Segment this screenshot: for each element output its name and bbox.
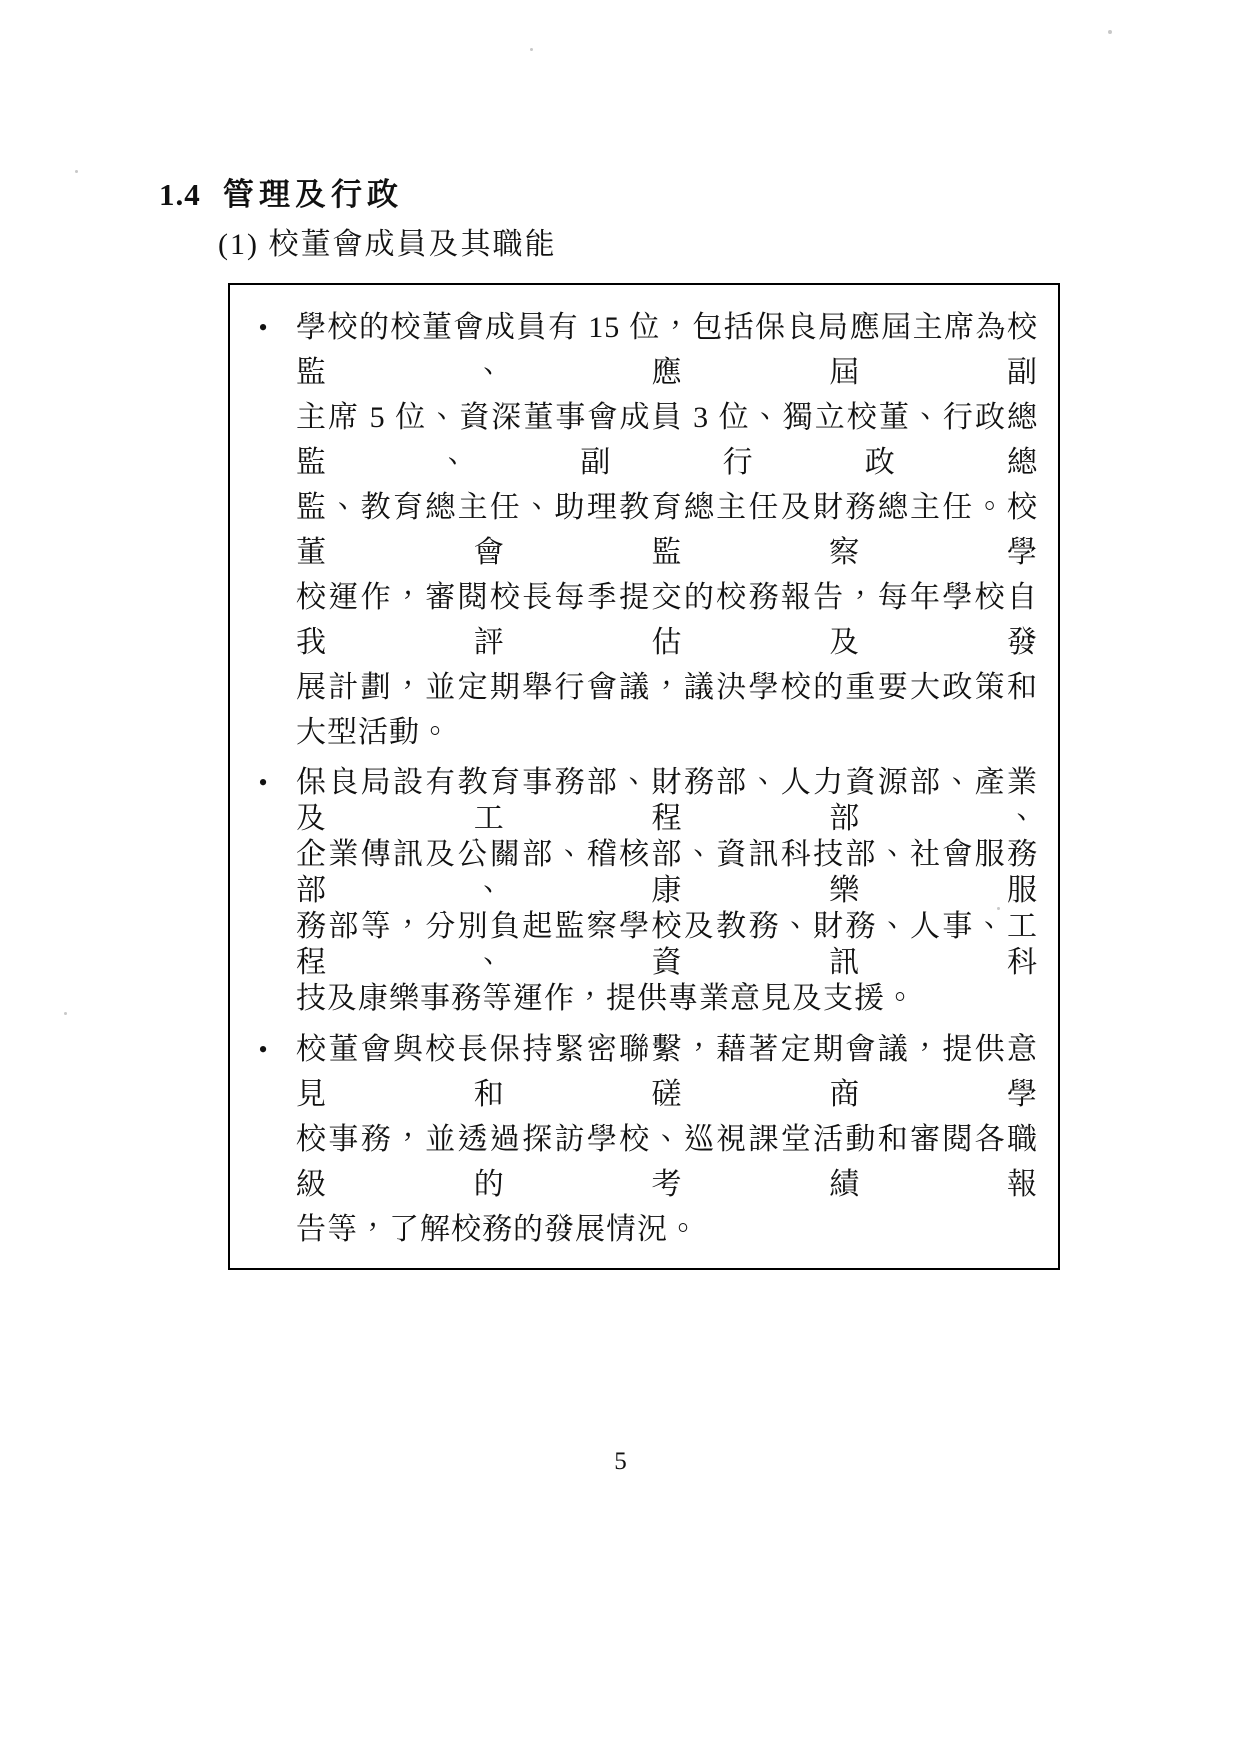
content-box bbox=[228, 283, 1060, 1270]
section-heading bbox=[159, 178, 403, 212]
page-number: 5 bbox=[614, 1448, 627, 1475]
bullet-item bbox=[230, 305, 1058, 755]
scan-speck bbox=[530, 48, 533, 51]
bullet-line: 技及康樂事務等運作，提供專業意見及支援。 bbox=[296, 982, 916, 1015]
bullet-line: 務部等，分別負起監察學校及教務、財務、人事、工程、資訊科 bbox=[296, 910, 1038, 979]
subsection-label: (1) 校董會成員及其職能 bbox=[218, 228, 557, 261]
bullet-dot-icon: • bbox=[258, 1035, 268, 1064]
bullet-line: 校董會與校長保持緊密聯繫，藉著定期會議，提供意見和磋商學 bbox=[296, 1033, 1038, 1111]
bullet-dot-icon: • bbox=[258, 313, 268, 342]
scan-speck bbox=[997, 907, 1000, 910]
section-number: 1.4 bbox=[159, 177, 201, 212]
bullet-line: 主席 5 位、資深董事會成員 3 位、獨立校董、行政總監、副行政總 bbox=[296, 401, 1038, 479]
bullet-line: 監、教育總主任、助理教育總主任及財務總主任。校董會監察學 bbox=[296, 491, 1038, 569]
bullet-item bbox=[230, 765, 1058, 1017]
bullet-text bbox=[296, 305, 1058, 755]
bullet-dot-icon: • bbox=[258, 768, 268, 797]
bullet-line: 校事務，並透過探訪學校、巡視課堂活動和審閱各職級的考績報 bbox=[296, 1123, 1038, 1201]
bullet-line: 企業傳訊及公關部、稽核部、資訊科技部、社會服務部、康樂服 bbox=[296, 838, 1038, 907]
bullet-line: 校運作，審閱校長每季提交的校務報告，每年學校自我評估及發 bbox=[296, 581, 1038, 659]
scan-speck bbox=[1108, 30, 1112, 34]
scan-speck bbox=[64, 1012, 67, 1015]
section-title: 管理及行政 bbox=[223, 177, 403, 212]
bullet-line: 學校的校董會成員有 15 位，包括保良局應屆主席為校監、應屆副 bbox=[296, 311, 1038, 389]
bullet-text bbox=[296, 765, 1058, 1017]
bullet-line: 告等，了解校務的發展情況。 bbox=[296, 1213, 699, 1246]
bullet-text bbox=[296, 1027, 1058, 1252]
bullet-line: 展計劃，並定期舉行會議，議決學校的重要大政策和大型活動。 bbox=[296, 671, 1038, 749]
scan-speck bbox=[75, 170, 78, 173]
bullet-item bbox=[230, 1027, 1058, 1252]
bullet-line: 保良局設有教育事務部、財務部、人力資源部、產業及工程部、 bbox=[296, 766, 1038, 835]
